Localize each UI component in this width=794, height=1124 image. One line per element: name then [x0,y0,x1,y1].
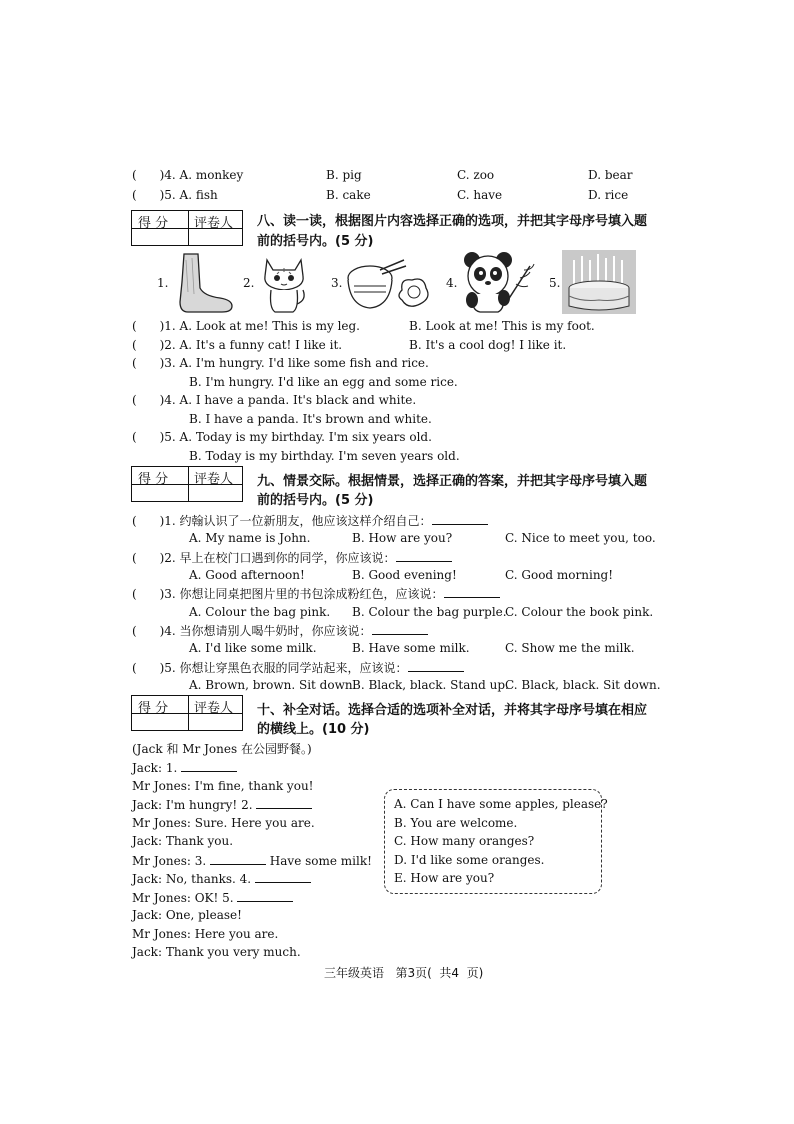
section10-title-cont: 的横线上。(10 分) [257,722,370,737]
option-a: A. Colour the bag pink. [189,605,331,619]
section8-title-cont: 前的括号内。(5 分) [257,234,374,249]
question-row: ( )2. 早上在校门口遇到你的同学，你应该说： [132,550,452,565]
score-box: 得 分 评卷人 [131,210,243,246]
question-text: 你想让穿黑色衣服的同学站起来，应该说： [179,661,408,675]
option-a: A. monkey [179,168,244,182]
answer-paren[interactable]: ( ) [132,624,165,638]
question-text: 当你想请别人喝牛奶时，你应该说： [179,624,372,638]
option-d: D. rice [588,188,629,202]
dialogue-line: Mr Jones: Sure. Here you are. [132,816,315,830]
score-box: 得 分 评卷人 [131,695,243,731]
option-b: B. Have some milk. [352,641,470,655]
question-text: 早上在校门口遇到你的同学，你应该说： [179,551,396,565]
option-c: C. Colour the book pink. [505,605,654,619]
dialogue-line: Mr Jones: 3. Have some milk! [132,854,372,868]
option-c: C. Black, black. Sit down. [505,678,661,692]
option-c: C. zoo [457,168,495,182]
option-a: A. I'd like some milk. [189,641,317,655]
section9-title-cont: 前的括号内。(5 分) [257,493,374,508]
question-row: ( )4. A. monkey [132,168,244,182]
option-d: D. I'd like some oranges. [394,853,545,867]
answer-blank[interactable] [432,513,488,525]
option-b: B. Look at me! This is my foot. [409,319,595,333]
answer-paren[interactable]: ( ) [132,551,165,565]
answer-paren[interactable]: ( ) [132,188,165,202]
question-row: ( )1. 约翰认识了一位新朋友，他应该这样介绍自己： [132,513,488,528]
question-row: ( )1. A. Look at me! This is my leg. [132,319,360,333]
page-footer: 三年级英语 第3页( 共4 页) [324,966,484,980]
answer-paren[interactable]: ( ) [132,168,165,182]
option-b: B. Today is my birthday. I'm seven years old. [189,449,460,463]
option-c: C. Nice to meet you, too. [505,531,656,545]
option-b: B. How are you? [352,531,453,545]
dialogue-line: Mr Jones: I'm fine, thank you! [132,779,314,793]
option-a: A. Can I have some apples, please? [394,797,608,811]
answer-blank[interactable] [237,890,293,902]
dialogue-line: Jack: Thank you very much. [132,945,301,959]
dialogue-line: Jack: 1. [132,760,237,775]
rice-and-egg-picture [344,256,434,314]
option-c: C. have [457,188,503,202]
question-row: ( )5. A. fish [132,188,218,202]
section10-title: 十、补全对话。选择合适的选项补全对话，并将其字母序号填在相应 [257,703,648,718]
answer-paren[interactable]: ( ) [132,393,165,407]
answer-blank[interactable] [256,797,312,809]
option-a: A. fish [179,188,218,202]
answer-paren[interactable]: ( ) [132,430,165,444]
option-b: B. pig [326,168,362,182]
option-b: B. Colour the bag purple. [352,605,507,619]
answer-blank[interactable] [255,871,311,883]
option-c: C. Good morning! [505,568,614,582]
option-a: A. Look at me! This is my leg. [179,319,360,333]
score-box: 得 分 评卷人 [131,466,243,502]
dialogue-line: Jack: I'm hungry! 2. [132,797,312,812]
question-row: ( )4. 当你想请别人喝牛奶时，你应该说： [132,623,428,638]
option-b: B. Black, black. Stand up. [352,678,509,692]
dialogue-line: Jack: No, thanks. 4. [132,871,311,886]
option-c: C. Show me the milk. [505,641,635,655]
birthday-cake-picture [562,250,636,314]
question-row: ( )5. A. Today is my birthday. I'm six years old. [132,430,432,444]
cat-picture [259,254,309,314]
pic-number: 1. [157,276,169,290]
pic-number: 3. [331,276,343,290]
pic-number: 4. [446,276,458,290]
option-a: A. I'm hungry. I'd like some fish and rice. [179,356,429,370]
pic-number: 2. [243,276,255,290]
answer-paren[interactable]: ( ) [132,661,165,675]
foot-picture [174,252,234,314]
question-row: ( )2. A. It's a funny cat! I like it. [132,338,343,352]
answer-blank[interactable] [181,760,237,772]
answer-blank[interactable] [210,853,266,865]
section9-title: 九、情景交际。根据情景，选择正确的答案，并把其字母序号填入题 [257,474,648,489]
option-a: A. I have a panda. It's black and white. [179,393,417,407]
scene-note: (Jack 和 Mr Jones 在公园野餐。) [132,742,312,756]
question-row: ( )3. 你想让同桌把图片里的书包涂成粉红色，应该说： [132,586,500,601]
answer-paren[interactable]: ( ) [132,514,165,528]
answer-paren[interactable]: ( ) [132,338,165,352]
option-b: B. I have a panda. It's brown and white. [189,412,432,426]
section8-title: 八、读一读，根据图片内容选择正确的选项，并把其字母序号填入题 [257,214,648,229]
option-a: A. It's a funny cat! I like it. [179,338,343,352]
question-row: ( )3. A. I'm hungry. I'd like some fish and rice. [132,356,429,370]
option-a: A. Good afternoon! [189,568,305,582]
option-a: A. Today is my birthday. I'm six years old. [179,430,432,444]
question-text: 你想让同桌把图片里的书包涂成粉红色，应该说： [179,587,444,601]
option-b: B. cake [326,188,371,202]
dialogue-line: Jack: Thank you. [132,834,234,848]
answer-blank[interactable] [372,623,428,635]
option-b: B. I'm hungry. I'd like an egg and some rice. [189,375,458,389]
answer-paren[interactable]: ( ) [132,319,165,333]
option-b: B. You are welcome. [394,816,518,830]
option-a: A. My name is John. [189,531,311,545]
question-text: 约翰认识了一位新朋友，他应该这样介绍自己： [179,514,432,528]
option-e: E. How are you? [394,871,495,885]
option-d: D. bear [588,168,633,182]
answer-paren[interactable]: ( ) [132,587,165,601]
answer-blank[interactable] [444,586,500,598]
dialogue-line: Mr Jones: OK! 5. [132,890,293,905]
option-c: C. How many oranges? [394,834,535,848]
question-row: ( )5. 你想让穿黑色衣服的同学站起来，应该说： [132,660,464,675]
dialogue-line: Mr Jones: Here you are. [132,927,279,941]
option-b: B. Good evening! [352,568,457,582]
option-b: B. It's a cool dog! I like it. [409,338,567,352]
panda-picture [460,248,536,314]
answer-paren[interactable]: ( ) [132,356,165,370]
question-row: ( )4. A. I have a panda. It's black and white. [132,393,417,407]
answer-blank[interactable] [408,660,464,672]
dialogue-line: Jack: One, please! [132,908,242,922]
answer-blank[interactable] [396,550,452,562]
pic-number: 5. [549,276,561,290]
option-a: A. Brown, brown. Sit down. [189,678,357,692]
